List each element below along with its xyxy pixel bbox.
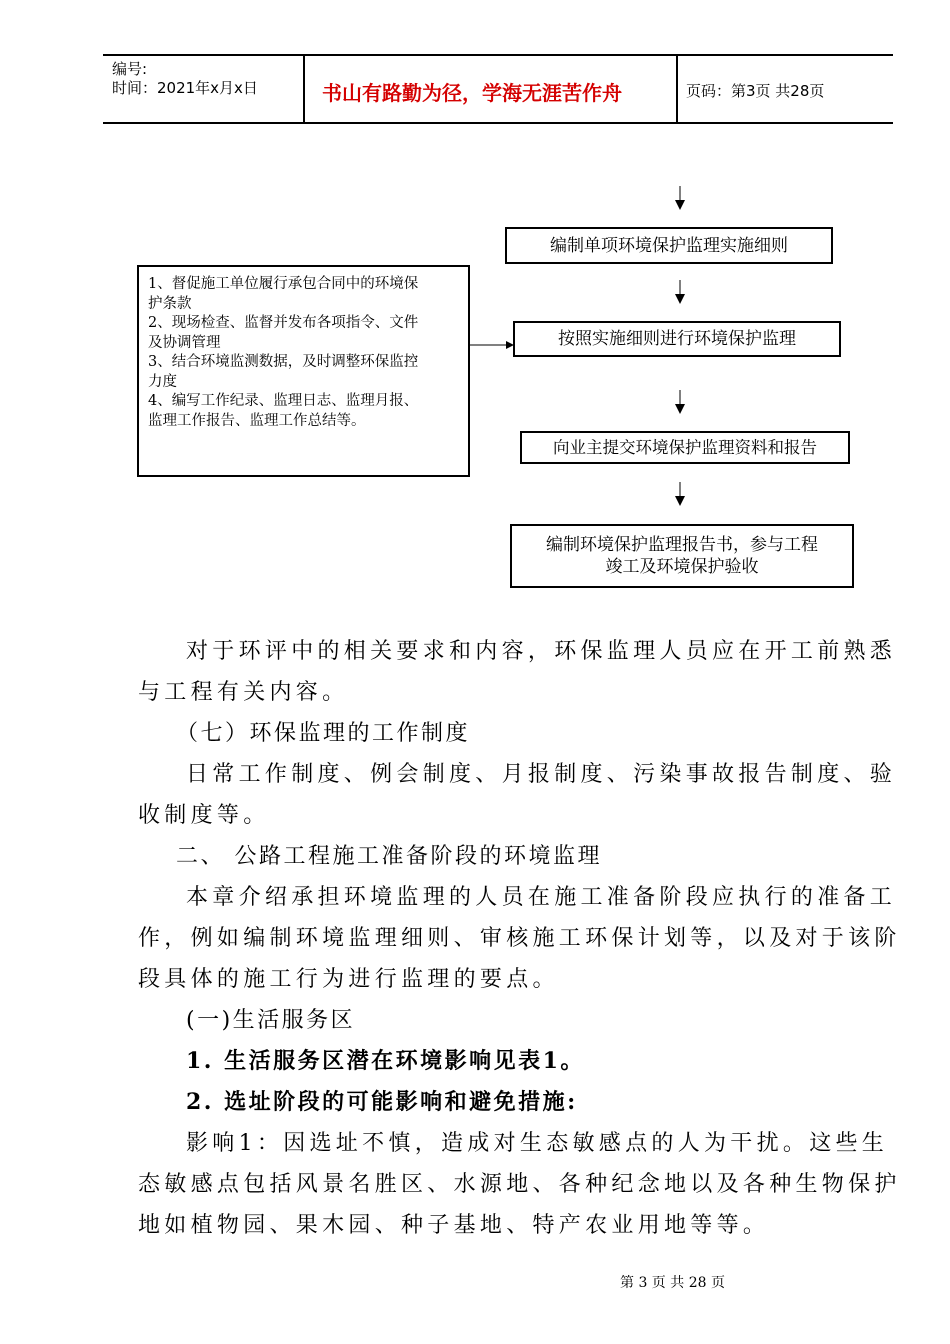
page-info: 页码：第3页 共28页: [686, 82, 825, 100]
task-line: 1、督促施工单位履行承包合同中的环境保: [148, 276, 419, 292]
task-line: 力度: [148, 373, 177, 390]
flow-step-4: [510, 524, 854, 588]
header-divider-left: [303, 54, 305, 123]
task-line: 护条款: [148, 295, 192, 312]
task-line: 监理工作报告、监理工作总结等。: [148, 412, 366, 429]
paragraph-line: 与工程有关内容。: [138, 680, 349, 705]
paragraph-line: 段具体的施工行为进行监理的要点。: [138, 967, 559, 992]
arrow-down-icon: [674, 482, 686, 506]
paragraph-line: 对于环评中的相关要求和内容，环保监理人员应在开工前熟悉: [186, 639, 897, 664]
paragraph-line: 日常工作制度、例会制度、月报制度、污染事故报告制度、验: [186, 762, 897, 787]
task-line: 4、编写工作纪录、监理日志、监理月报、: [148, 393, 419, 409]
serial-label: 编号:: [112, 60, 148, 78]
arrow-down-icon: [674, 390, 686, 414]
paragraph-line: 地如植物园、果木园、种子基地、特产农业用地等等。: [138, 1213, 770, 1238]
paragraph-line: 作，例如编制环境监理细则、审核施工环保计划等，以及对于该阶: [138, 926, 901, 951]
page-footer: 第 3 页 共 28 页: [620, 1275, 725, 1291]
flow-step-1: [505, 227, 833, 264]
task-line: 及协调管理: [148, 334, 221, 351]
time-label: 时间：2021年x月x日: [112, 79, 258, 97]
paragraph-line: 本章介绍承担环境监理的人员在施工准备阶段应执行的准备工: [186, 885, 897, 910]
header-top-rule: [103, 54, 893, 56]
header-divider-right: [676, 54, 678, 123]
chapter-heading: 二、 公路工程施工准备阶段的环境监理: [176, 844, 602, 869]
tasks-box: [137, 265, 470, 477]
flow-step-2-label: 按照实施细则进行环境保护监理: [558, 329, 796, 349]
task-line: 3、结合环境监测数据，及时调整环保监控: [148, 354, 419, 370]
section-heading: （七）环保监理的工作制度: [176, 721, 471, 746]
flow-step-4-label-line2: 竣工及环境保护验收: [605, 557, 759, 577]
arrow-right-icon: [470, 340, 514, 350]
arrow-down-icon: [674, 280, 686, 304]
flow-step-2: [513, 321, 841, 357]
flow-step-4-label-line1: 编制环境保护监理报告书，参与工程: [546, 535, 818, 555]
flow-step-3: [520, 431, 850, 464]
flow-step-1-label: 编制单项环境保护监理实施细则: [550, 235, 788, 256]
arrow-down-icon: [674, 186, 686, 210]
paragraph-line: 态敏感点包括风景名胜区、水源地、各种纪念地以及各种生物保护: [138, 1172, 901, 1197]
paragraph-line: 影响1：因选址不慎，造成对生态敏感点的人为干扰。这些生: [186, 1131, 889, 1156]
paragraph-line: 收制度等。: [138, 803, 270, 828]
numbered-heading: 2. 选址阶段的可能影响和避免措施:: [186, 1089, 578, 1115]
subsection-heading: (一)生活服务区: [186, 1008, 356, 1033]
header-bottom-rule: [103, 122, 893, 124]
header-motto: 书山有路勤为径，学海无涯苦作舟: [322, 81, 622, 105]
task-line: 2、现场检查、监督并发布各项指令、文件: [148, 315, 419, 331]
flow-step-3-label: 向业主提交环境保护监理资料和报告: [553, 437, 817, 457]
numbered-heading: 1. 生活服务区潜在环境影响见表1。: [186, 1048, 585, 1074]
